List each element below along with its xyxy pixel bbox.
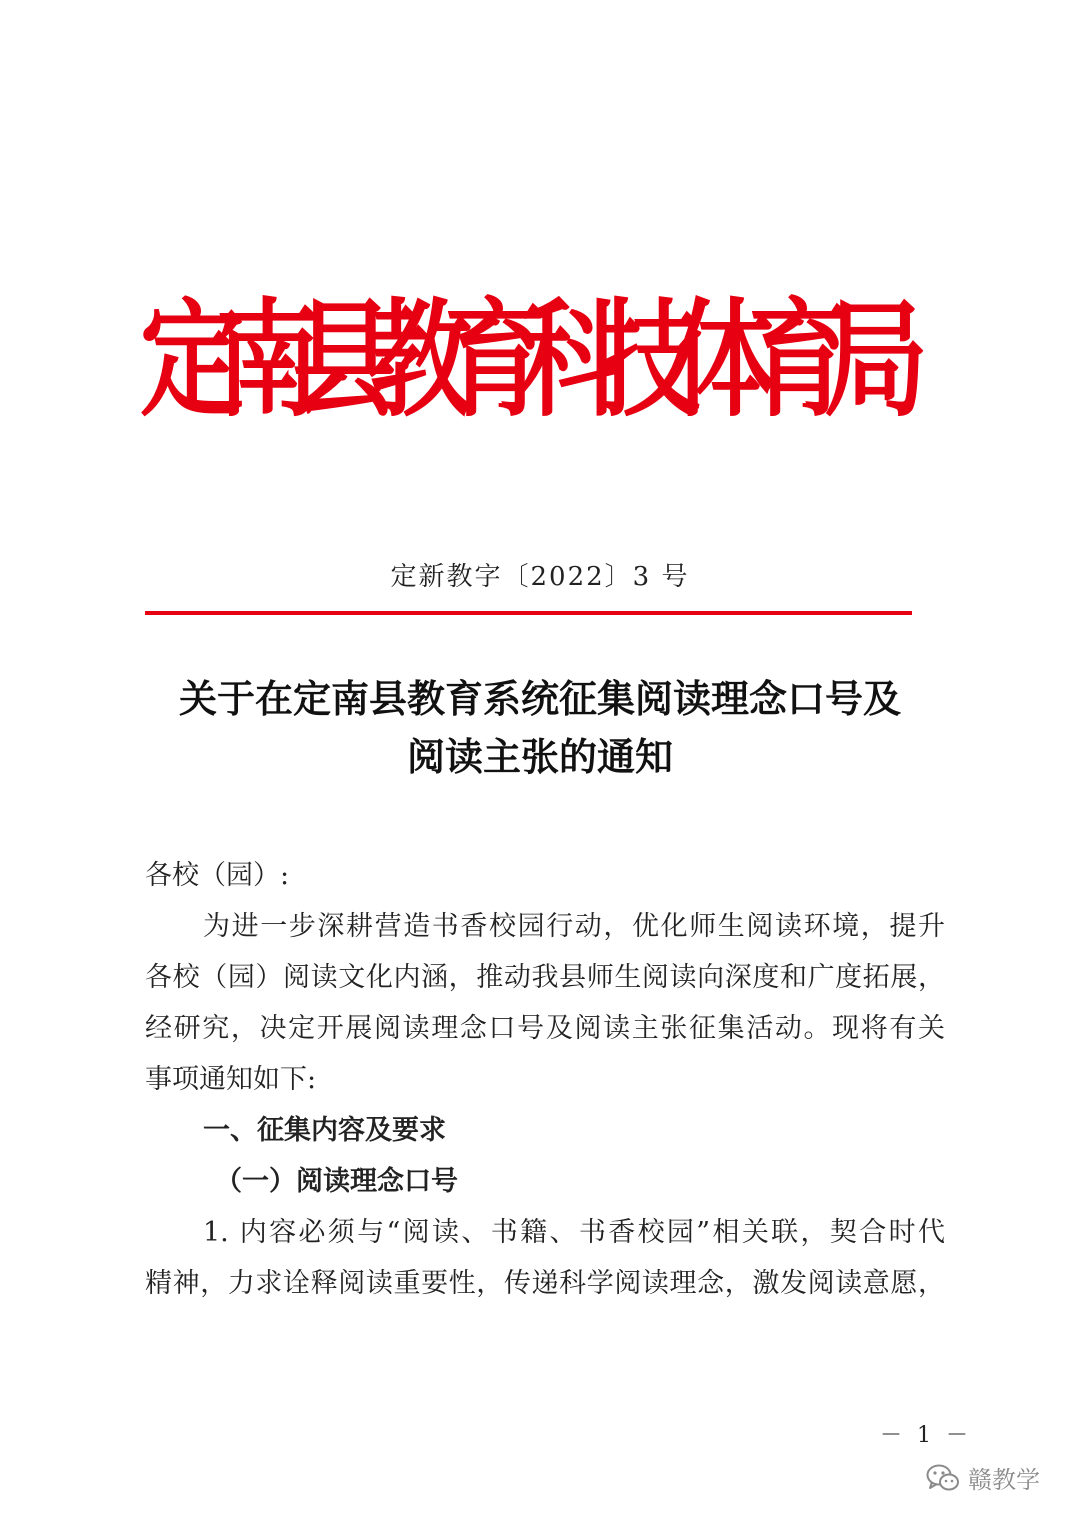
- issuer-char: 定: [140, 285, 245, 435]
- issuer-char: 育: [748, 285, 853, 435]
- issuer-char: 局: [824, 285, 929, 435]
- wechat-icon: [926, 1463, 960, 1493]
- title-line-2: 阅读主张的通知: [406, 734, 673, 779]
- salutation: 各校（园）:: [145, 860, 290, 891]
- document-body: [145, 850, 945, 1309]
- issuer-char: 南: [216, 285, 321, 435]
- document-title: [0, 670, 1080, 786]
- watermark-text: 赣教学: [968, 1466, 1040, 1494]
- intro-line: 为进一步深耕营造书香校园行动，优化师生阅读环境，提升: [203, 911, 945, 942]
- issuer-char: 育: [444, 285, 549, 435]
- item-line: 1. 内容必须与“阅读、书籍、书香校园”相关联，契合时代: [203, 1217, 945, 1248]
- intro-line: 各校（园）阅读文化内涵，推动我县师生阅读向深度和广度拓展，: [145, 962, 945, 993]
- page-number: － 1 －: [880, 1423, 972, 1448]
- intro-line: 事项通知如下:: [145, 1064, 317, 1095]
- red-divider-line: [145, 611, 912, 615]
- title-line-1: 关于在定南县教育系统征集阅读理念口号及: [178, 676, 901, 721]
- intro-line: 经研究，决定开展阅读理念口号及阅读主张征集活动。现将有关: [145, 1013, 945, 1044]
- issuer-char: 体: [672, 285, 777, 435]
- subsection-heading: （一）阅读理念口号: [215, 1166, 458, 1197]
- issuer-char: 教: [368, 285, 473, 435]
- issuer-char: 县: [292, 285, 397, 435]
- issuer-red-header: [140, 285, 929, 435]
- item-line: 精神，力求诠释阅读重要性，传递科学阅读理念，激发阅读意愿，: [145, 1268, 945, 1299]
- watermark: [926, 1460, 1040, 1495]
- issuer-char: 科: [520, 285, 625, 435]
- section-heading: 一、征集内容及要求: [203, 1115, 446, 1146]
- document-number: 定新教字〔2022〕3 号: [390, 562, 690, 592]
- issuer-char: 技: [596, 285, 701, 435]
